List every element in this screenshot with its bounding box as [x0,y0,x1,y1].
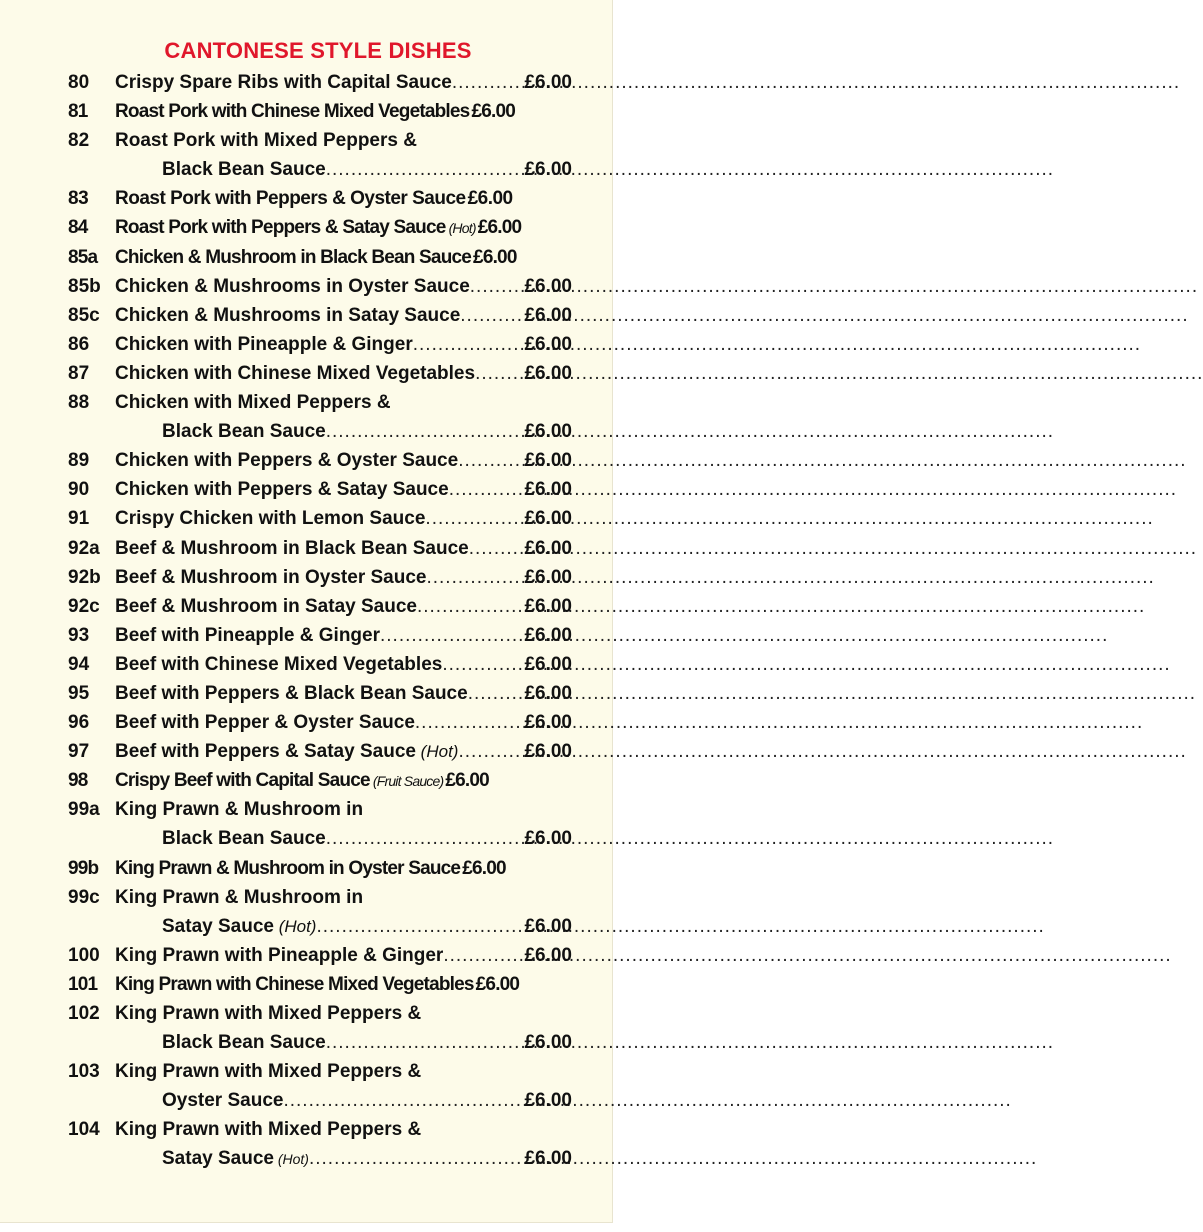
menu-item [68,941,572,970]
item-price: £6.00 [524,508,572,530]
menu-item [68,1115,572,1144]
dot-leader [460,301,522,330]
item-name: Chicken & Mushrooms in Satay Sauce [115,304,461,326]
item-number: 96 [68,712,90,734]
menu-item [68,534,572,563]
menu-item-continued [68,912,572,941]
item-number: 100 [68,944,100,966]
item-name: Beef & Mushroom in Satay Sauce [115,595,417,617]
item-price: £6.00 [524,712,572,734]
item-number: 82 [68,130,90,152]
dot-leader [426,563,522,592]
item-number: 91 [68,508,90,530]
item-name: Roast Pork with Chinese Mixed Vegetables [115,101,470,123]
menu-item [68,504,572,533]
dot-leader [442,650,522,679]
item-number: 99c [68,886,100,908]
item-price: £6.00 [524,421,572,443]
menu-item [68,854,572,883]
dot-leader [443,941,522,970]
item-number: 102 [68,1003,100,1024]
item-price: £6.00 [524,566,572,588]
item-number: 81 [68,101,88,123]
item-name: King Prawn & Mushroom in Oyster Sauce [115,857,461,879]
menu-item [68,388,572,417]
item-name: Roast Pork with Peppers & Oyster Sauce [115,188,466,210]
dot-leader [468,679,523,708]
item-price: £6.00 [524,1148,572,1170]
item-price: £6.00 [524,333,572,355]
item-number: 86 [68,333,90,355]
item-note: (Hot) [273,1151,309,1168]
menu-item [68,650,572,679]
menu-item [68,999,572,1028]
item-name: Chicken with Peppers & Oyster Sauce [115,450,459,472]
item-number: 92c [68,595,100,617]
item-price: £6.00 [524,624,572,646]
item-name: Chicken with Pineapple & Ginger [115,333,413,355]
item-price: £6.00 [471,101,515,123]
item-name-line1: Roast Pork with Mixed Peppers & [115,130,417,152]
item-number: 87 [68,362,90,384]
menu-item-continued [68,824,572,853]
item-price: £6.00 [524,1032,572,1054]
dot-leader [380,621,522,650]
item-name: Black Bean Sauce [162,828,326,850]
item-number: 103 [68,1061,100,1083]
menu-item [68,184,572,213]
item-name-line1: King Prawn with Mixed Peppers & [115,1003,422,1024]
item-number: 85c [68,304,100,326]
item-number: 90 [68,479,90,501]
menu-item [68,213,572,242]
menu-item [68,970,572,999]
menu-item [68,272,572,301]
item-price: £6.00 [445,770,489,792]
item-note: (Hot) [445,220,476,237]
item-price: £6.00 [462,857,506,879]
dot-leader [309,1144,522,1173]
menu-item [68,475,572,504]
item-price: £6.00 [524,275,572,297]
item-price: £6.00 [524,159,572,181]
item-number: 88 [68,392,90,414]
dot-leader [415,708,523,737]
item-price: £6.00 [524,72,572,93]
section-title: CANTONESE STYLE DISHES [164,38,472,63]
dot-leader [413,330,523,359]
menu-item [68,766,572,795]
dot-leader [283,1086,522,1115]
item-name-line1: King Prawn & Mushroom in [115,799,364,821]
menu-item-continued [68,1086,572,1115]
dot-leader [326,417,523,446]
item-name: Chicken with Chinese Mixed Vegetables [115,362,476,384]
item-price: £6.00 [467,188,513,210]
item-name: Chicken & Mushroom in Black Bean Sauce [115,246,472,268]
item-name: Crispy Beef with Capital Sauce [115,770,370,792]
menu-item [68,592,572,621]
item-number: 85b [68,275,101,297]
item-price: £6.00 [524,741,572,763]
item-price: £6.00 [473,246,517,268]
item-number: 89 [68,450,90,472]
dot-leader [316,912,522,941]
menu-item-continued [68,1028,572,1057]
item-name: Black Bean Sauce [162,159,326,181]
item-price: £6.00 [477,217,522,239]
item-name: Beef with Peppers & Black Bean Sauce [115,682,468,704]
item-price: £6.00 [524,595,572,617]
item-number: 104 [68,1119,100,1141]
item-name: Beef with Peppers & Satay Sauce [115,741,416,763]
menu-item [68,446,572,475]
item-name: Crispy Spare Ribs with Capital Sauce [115,72,452,93]
item-price: £6.00 [524,653,572,675]
item-name-line1: Chicken with Mixed Peppers & [115,392,391,414]
menu-item [68,243,572,272]
item-name: Chicken with Peppers & Satay Sauce [115,479,449,501]
menu-item [68,679,572,708]
item-name: Beef with Pepper & Oyster Sauce [115,712,415,734]
item-name: Beef & Mushroom in Black Bean Sauce [115,537,469,559]
dot-leader [458,446,522,475]
item-name: Beef with Chinese Mixed Vegetables [115,653,443,675]
item-price: £6.00 [524,479,572,501]
menu-item [68,621,572,650]
item-number: 101 [68,973,98,995]
item-number: 95 [68,682,90,704]
dot-leader [326,1028,523,1057]
item-name-line1: King Prawn & Mushroom in [115,886,364,908]
item-number: 85a [68,246,98,268]
menu-item [68,97,572,126]
menu-item [68,795,572,824]
item-price: £6.00 [524,682,572,704]
dot-leader [452,68,523,97]
dot-leader [458,737,522,766]
dot-leader [469,534,523,563]
item-number: 99b [68,857,99,879]
menu-item [68,708,572,737]
dot-leader [417,592,522,621]
item-note: (Hot) [415,742,459,762]
item-number: 92b [68,566,101,588]
dot-leader [326,824,523,853]
item-number: 94 [68,653,90,675]
item-name: Beef with Pineapple & Ginger [115,624,380,646]
dot-leader [475,359,522,388]
dot-leader [449,475,523,504]
item-price: £6.00 [524,915,572,937]
item-price: £6.00 [524,537,572,559]
item-price: £6.00 [475,973,520,995]
item-number: 80 [68,72,90,93]
item-number: 92a [68,537,100,559]
menu-item [68,563,572,592]
item-name-line1: King Prawn with Mixed Peppers & [115,1119,422,1141]
item-price: £6.00 [524,944,572,966]
item-number: 98 [68,770,88,792]
dot-leader [470,272,523,301]
menu-item [68,359,572,388]
item-name: Black Bean Sauce [162,421,326,443]
menu-item [68,1057,572,1086]
item-name: Crispy Chicken with Lemon Sauce [115,508,426,530]
item-number: 83 [68,188,89,210]
item-name: Roast Pork with Peppers & Satay Sauce [115,217,446,239]
item-note: (Hot) [273,916,317,936]
item-note: (Fruit Sauce) [369,773,444,790]
item-price: £6.00 [524,828,572,850]
menu-item-continued [68,417,572,446]
menu-list [68,68,572,1174]
item-name: Beef & Mushroom in Oyster Sauce [115,566,427,588]
item-number: 99a [68,799,100,821]
item-price: £6.00 [524,304,572,326]
menu-item [68,68,572,97]
menu-item-continued [68,155,572,184]
item-name: Oyster Sauce [162,1090,284,1112]
menu-item [68,737,572,766]
item-name: King Prawn with Pineapple & Ginger [115,944,444,966]
item-name: Chicken & Mushrooms in Oyster Sauce [115,275,470,297]
dot-leader [425,504,522,533]
item-name: Black Bean Sauce [162,1032,326,1054]
item-number: 97 [68,741,90,763]
menu-item [68,126,572,155]
item-price: £6.00 [524,1090,572,1112]
dot-leader [326,155,523,184]
menu-item-continued [68,1144,572,1173]
menu-item [68,883,572,912]
item-name-line1: King Prawn with Mixed Peppers & [115,1061,422,1083]
menu-item [68,301,572,330]
item-price: £6.00 [524,450,572,472]
item-number: 84 [68,217,88,239]
item-name: Satay Sauce [162,915,274,937]
item-price: £6.00 [524,362,572,384]
item-name: King Prawn with Chinese Mixed Vegetables [115,973,474,995]
item-number: 93 [68,624,90,646]
menu-item [68,330,572,359]
item-name: Satay Sauce [162,1148,274,1170]
